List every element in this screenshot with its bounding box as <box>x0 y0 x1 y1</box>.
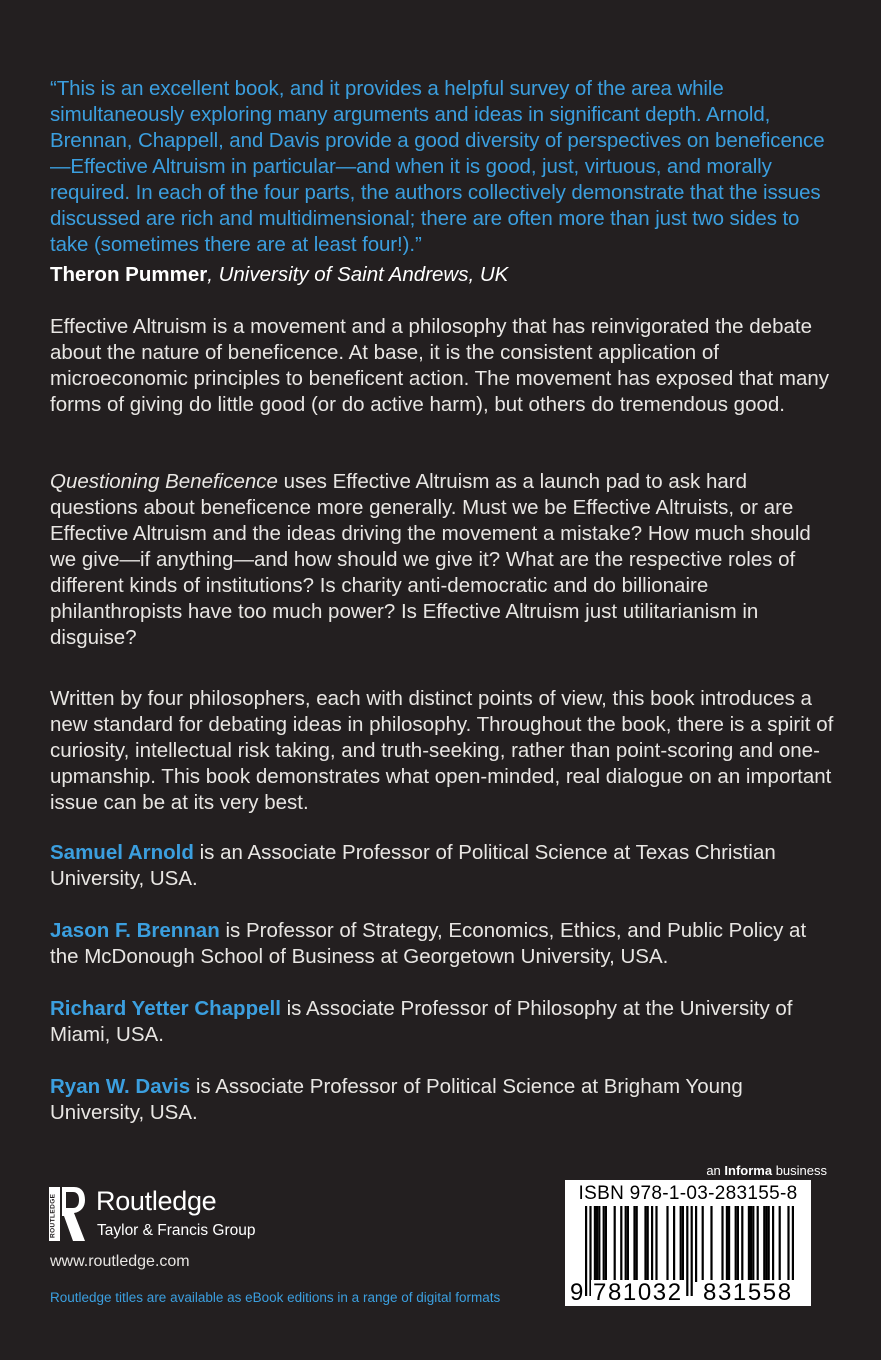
barcode-bar <box>682 1206 684 1282</box>
publisher-group: Taylor & Francis Group <box>97 1222 256 1239</box>
barcode-bar <box>695 1206 697 1282</box>
barcode-bar <box>726 1206 728 1282</box>
barcode-bar <box>620 1206 622 1282</box>
barcode-bar <box>702 1206 704 1282</box>
publisher-name: Routledge <box>96 1186 217 1216</box>
author-name: Ryan W. Davis <box>50 1075 191 1098</box>
informa-brand: Informa <box>724 1163 773 1178</box>
informa-prefix: an <box>706 1163 725 1178</box>
author-bio-chappell <box>50 996 840 1048</box>
author-name: Samuel Arnold <box>50 841 194 864</box>
quote-affiliation: , University of Saint Andrews, UK <box>207 263 509 286</box>
quote-text: “This is an excellent book, and it provides a helpful survey of the area while simultaneously exploring many arguments and ideas in significant depth. Arnold, Brennan, Chappell, and Davis provide a good diversity of perspectives on beneficence—Effective Altruism in particular—and when it is good, just, virtuous, and morally required. In each of the four parts, the authors collectively demonstrate that the issues discussed are rich and multidimensional; there are often more than just two sides to take (sometimes there are at least four!).” <box>50 77 825 256</box>
barcode-bar <box>636 1206 638 1282</box>
ebook-availability-note: Routledge titles are available as eBook editions in a range of digital formats <box>50 1290 501 1305</box>
barcode-bar <box>737 1206 739 1282</box>
barcode-digit-first: 9 <box>570 1279 584 1306</box>
description-paragraph-2 <box>50 469 840 651</box>
barcode-bar <box>757 1206 759 1282</box>
barcode-bar <box>605 1206 607 1282</box>
barcode-bar <box>772 1206 774 1282</box>
barcode-bar <box>765 1206 767 1282</box>
author-bio-text: is Associate Professor of Philosophy at the University of Miami, USA. <box>50 997 793 1046</box>
quote-attribution <box>50 262 840 288</box>
barcode-bar <box>748 1206 750 1282</box>
quote-author: Theron Pummer <box>50 263 208 286</box>
barcode-bar <box>673 1206 675 1282</box>
barcode-bar <box>603 1206 605 1282</box>
informa-business-label <box>706 1163 827 1179</box>
barcode-bar <box>651 1206 653 1282</box>
barcode-bar <box>633 1206 635 1282</box>
barcode-bar <box>680 1206 682 1282</box>
book-title-inline: Questioning Beneficence <box>50 470 278 493</box>
barcode-bar <box>644 1206 646 1282</box>
barcode-bar <box>627 1206 629 1282</box>
isbn-number: ISBN 978-1-03-283155-8 <box>578 1183 798 1204</box>
barcode-bar <box>721 1206 723 1282</box>
author-name: Jason F. Brennan <box>50 919 220 942</box>
informa-suffix: business <box>772 1163 827 1178</box>
barcode-bar <box>596 1206 598 1282</box>
routledge-logo-icon <box>48 1186 86 1242</box>
barcode-digits-left: 781032 <box>593 1279 683 1306</box>
barcode-bar <box>614 1206 616 1282</box>
barcode-bar <box>666 1206 668 1282</box>
logo-lettering: ROUTLEDGE <box>49 1193 57 1238</box>
barcode-bar <box>594 1206 596 1282</box>
barcode-bar <box>750 1206 752 1282</box>
endorsement-quote <box>50 76 840 258</box>
barcode-bar <box>752 1206 754 1282</box>
barcode-bar <box>768 1206 770 1282</box>
barcode-bar <box>710 1206 712 1282</box>
barcode-bar <box>741 1206 743 1282</box>
author-bio-davis <box>50 1074 840 1126</box>
barcode-bar <box>779 1206 781 1282</box>
author-bio-arnold <box>50 840 840 892</box>
description-paragraph-1: Effective Altruism is a movement and a philosophy that has reinvigorated the debate about the nature of beneficence. At base, it is the consistent application of microeconomic principles to beneficent action. The movement has exposed that many forms of giving do little good (or do active harm), but others do tremendous good. <box>50 315 830 416</box>
barcode-bar <box>647 1206 649 1282</box>
barcode-bar <box>763 1206 765 1282</box>
isbn-barcode <box>565 1180 811 1306</box>
barcode-guard-bar <box>585 1206 587 1296</box>
barcode-guard-bar <box>691 1206 693 1296</box>
publisher-url: www.routledge.com <box>50 1253 190 1270</box>
barcode-bar <box>625 1206 627 1282</box>
barcode-bar <box>735 1206 737 1282</box>
barcode-bar <box>728 1206 730 1282</box>
description-paragraph-3: Written by four philosophers, each with distinct points of view, this book introduces a new standard for debating ideas in philosophy. Throughout the book, there is a spirit of curiosity, intellectual risk taking, and truth-seeking, rather than point-scoring and one-upmanship. This book demonstrates what open-minded, real dialogue on an important issue can be at its very best. <box>50 687 834 814</box>
author-bio-text: is Professor of Strategy, Economics, Ethics, and Public Policy at the McDonough School of Business at Georgetown University, USA. <box>50 919 807 968</box>
barcode-bar <box>598 1206 600 1282</box>
author-name: Richard Yetter Chappell <box>50 997 281 1020</box>
author-bio-text: is Associate Professor of Political Science at Brigham Young University, USA. <box>50 1075 743 1124</box>
barcode-digits-right: 831558 <box>703 1279 793 1306</box>
author-bio-text: is an Associate Professor of Political Science at Texas Christian University, USA. <box>50 841 776 890</box>
description-paragraph-2-text: uses Effective Altruism as a launch pad to ask hard questions about beneficence more generally. Must we be Effective Altruists, or are Effective Altruism and the ideas driving the movement a mistake? How much should we give—if anything—and how should we give it? What are the respective roles of different kinds of institutions? Is charity anti-democratic and do billionaire philanthropists have too much power? Is Effective Altruism just utilitarianism in disguise? <box>50 470 811 649</box>
author-bio-brennan <box>50 918 840 970</box>
barcode-guard-bar <box>686 1206 688 1296</box>
barcode-bar <box>655 1206 657 1282</box>
